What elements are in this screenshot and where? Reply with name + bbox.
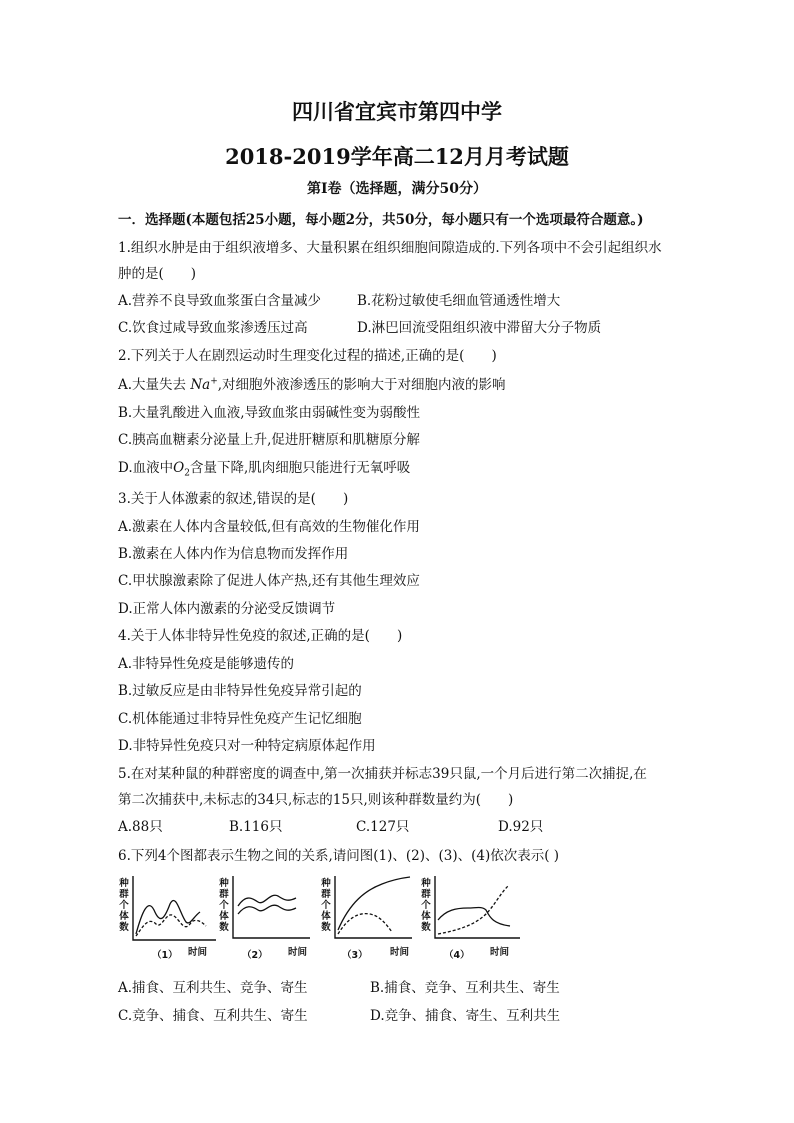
- graph-1-ylabel: 种群个体数: [119, 878, 129, 933]
- graph-2: [218, 872, 316, 960]
- oxygen-symbol: O: [173, 460, 185, 476]
- exam-title: 2018-2019学年高二12月月考试题: [225, 144, 569, 169]
- q1-stem-line1: 1.组织水肿是由于组织液增多、大量积累在组织细胞间隙造成的.下列各项中不会引起组织水: [118, 240, 662, 256]
- graph-4: [420, 872, 526, 960]
- graph-3-xlabel: 时间: [390, 947, 410, 958]
- q6-stem: 6.下列4个图都表示生物之间的关系,请问图(1)、(2)、(3)、(4)依次表示( ): [118, 848, 560, 864]
- q2-a-pre: A.大量失去: [118, 377, 187, 393]
- q2-option-a: [118, 373, 506, 393]
- q1-option-b: B.花粉过敏使毛细血管通透性增大: [357, 293, 561, 309]
- q2-option-c: C.胰高血糖素分泌量上升,促进肝糖原和肌糖原分解: [118, 432, 420, 448]
- q6-option-d: D.竞争、捕食、寄生、互利共生: [370, 1008, 561, 1024]
- graph-4-ylabel: 种群个体数: [421, 878, 431, 933]
- school-title: 四川省宜宾市第四中学: [292, 99, 502, 124]
- q4-option-a: A.非特异性免疫是能够遗传的: [118, 656, 295, 672]
- q1-option-d: D.淋巴回流受阻组织液中滞留大分子物质: [357, 320, 602, 336]
- graph-2-xlabel: 时间: [288, 947, 308, 958]
- q2-option-b: B.大量乳酸进入血液,导致血浆由弱碱性变为弱酸性: [118, 405, 421, 421]
- q4-option-b: B.过敏反应是由非特异性免疫异常引起的: [118, 683, 362, 699]
- q3-stem: 3.关于人体激素的叙述,错误的是( ): [118, 491, 349, 507]
- q5-option-a: A.88只: [118, 819, 163, 835]
- q1-option-a: A.营养不良导致血浆蛋白含量减少: [118, 293, 322, 309]
- q2-stem: 2.下列关于人在剧烈运动时生理变化过程的描述,正确的是( ): [118, 348, 497, 364]
- graph-2-ylabel: 种群个体数: [219, 878, 229, 933]
- graph-3-ylabel: 种群个体数: [321, 878, 331, 933]
- q1-stem-line2: 肿的是( ): [118, 266, 197, 282]
- q5-stem-line1: 5.在对某种鼠的种群密度的调查中,第一次捕获并标志39只鼠,一个月后进行第二次捕捉,在: [118, 766, 647, 782]
- q4-stem: 4.关于人体非特异性免疫的叙述,正确的是( ): [118, 628, 403, 644]
- q2-a-post: ,对细胞外液渗透压的影响大于对细胞内液的影响: [217, 377, 506, 393]
- q1-option-c: C.饮食过咸导致血浆渗透压过高: [118, 320, 308, 336]
- q2-d-post: 含量下降,肌肉细胞只能进行无氧呼吸: [189, 460, 411, 476]
- graph-3: [320, 872, 418, 960]
- oxygen-subscript: 2: [184, 468, 190, 479]
- section-heading: 一．选择题(本题包括25小题，每小题2分，共50分，每小题只有一个选项最符合题意。): [118, 212, 644, 228]
- graph-4-plot: [420, 872, 526, 960]
- q4-option-c: C.机体能通过非特异性免疫产生记忆细胞: [118, 711, 362, 727]
- q4-option-d: D.非特异性免疫只对一种特定病原体起作用: [118, 738, 376, 754]
- sodium-symbol: Na: [190, 377, 211, 393]
- q3-option-c: C.甲状腺激素除了促进人体产热,还有其他生理效应: [118, 573, 420, 589]
- q5-option-b: B.116只: [229, 819, 283, 835]
- graph-2-caption: （2）: [242, 950, 268, 961]
- graph-1-xlabel: 时间: [188, 947, 208, 958]
- q5-stem-line2: 第二次捕获中,未标志的34只,标志的15只,则该种群数量约为( ): [118, 792, 514, 808]
- q2-d-pre: D.血液中: [118, 460, 174, 476]
- volume-title: 第Ⅰ卷（选择题，满分50分）: [306, 181, 488, 197]
- q6-option-b: B.捕食、竞争、互利共生、寄生: [370, 980, 560, 996]
- sodium-charge: +: [210, 376, 218, 387]
- q2-option-d: [118, 456, 410, 479]
- graph-1: [118, 872, 216, 960]
- q6-option-c: C.竞争、捕食、互利共生、寄生: [118, 1008, 308, 1024]
- graph-1-caption: （1）: [152, 950, 178, 961]
- q5-option-c: C.127只: [356, 819, 410, 835]
- population-graphs: [118, 872, 528, 960]
- q3-option-b: B.激素在人体内作为信息物而发挥作用: [118, 546, 349, 562]
- q6-option-a: A.捕食、互利共生、竞争、寄生: [118, 980, 308, 996]
- graph-4-xlabel: 时间: [490, 947, 510, 958]
- graph-4-caption: （4）: [444, 950, 470, 961]
- q5-option-d: D.92只: [498, 819, 544, 835]
- q3-option-a: A.激素在人体内含量较低,但有高效的生物催化作用: [118, 519, 420, 535]
- graph-3-caption: （3）: [342, 950, 368, 961]
- q3-option-d: D.正常人体内激素的分泌受反馈调节: [118, 601, 336, 617]
